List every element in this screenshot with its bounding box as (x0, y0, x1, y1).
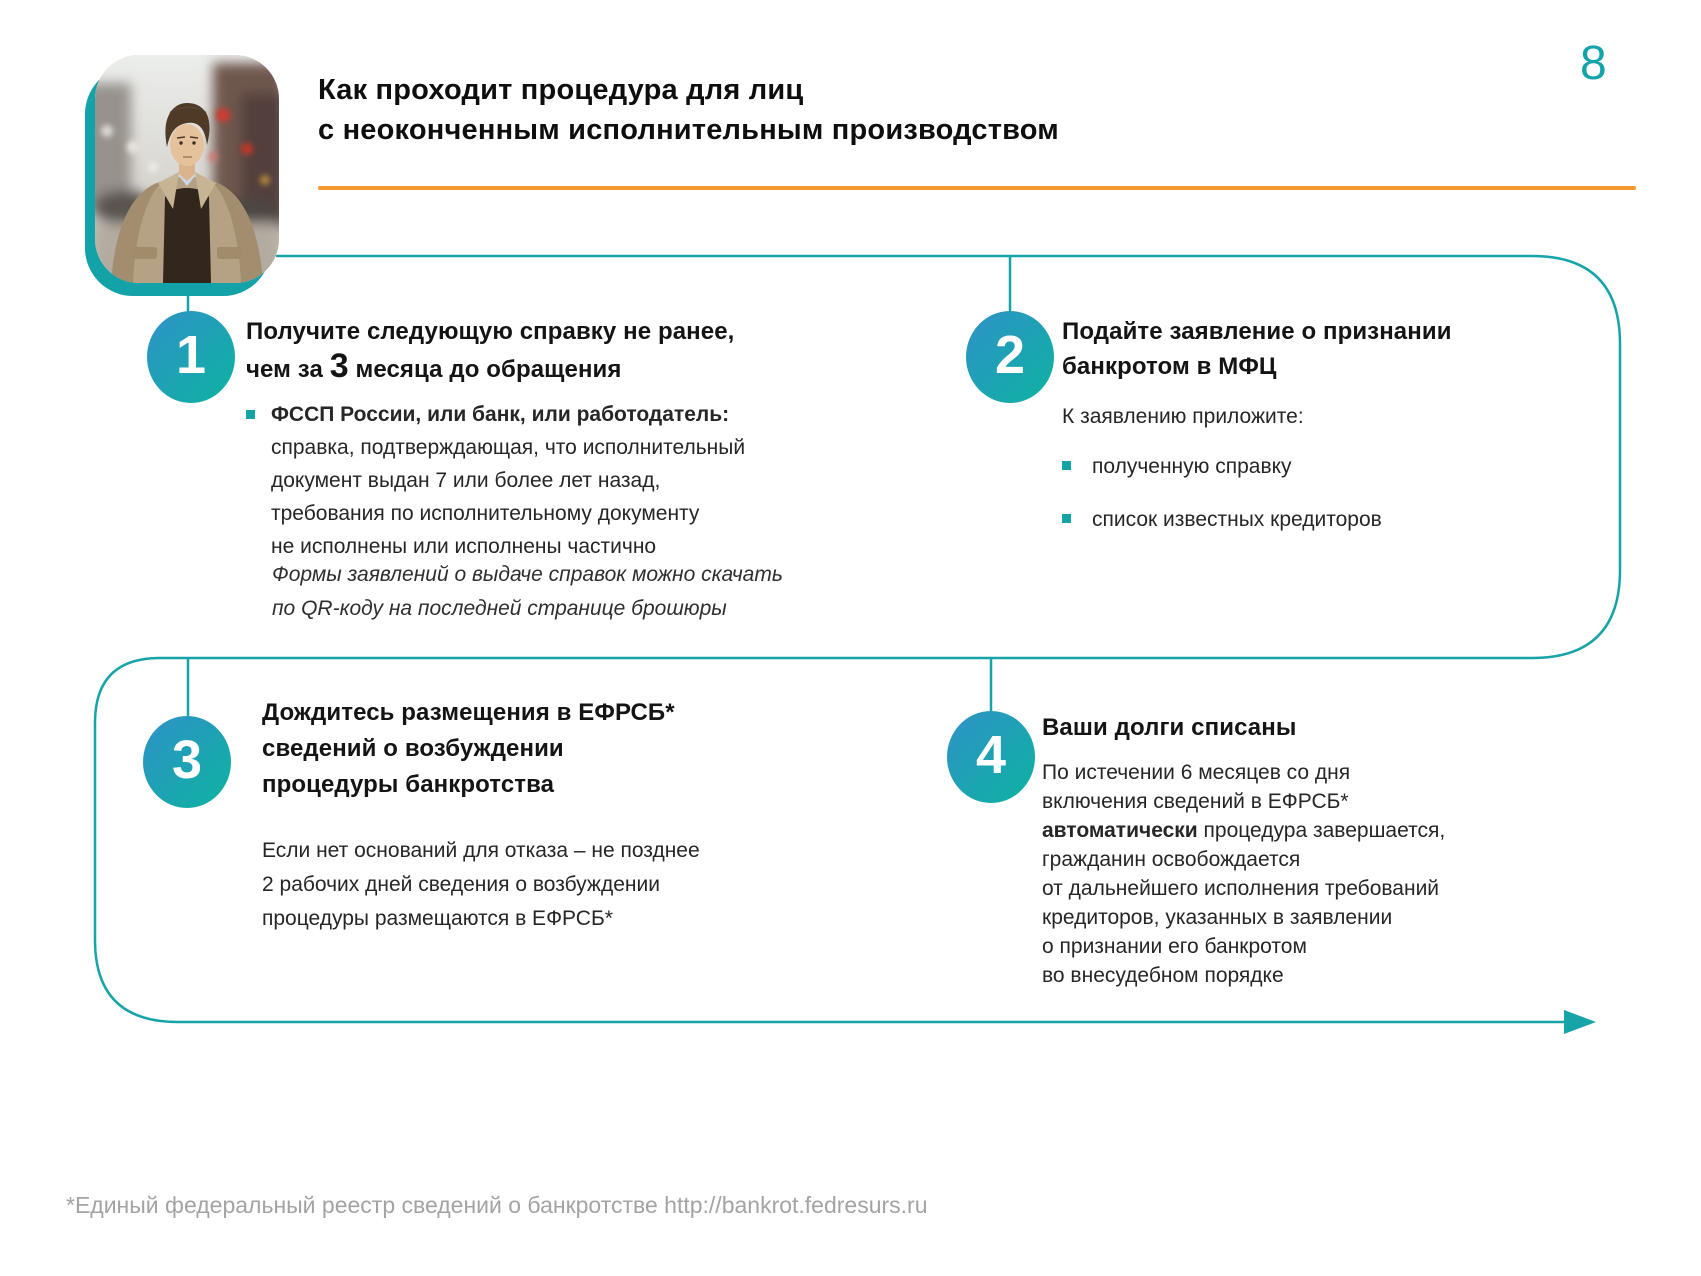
page-number: 8 (1580, 37, 1607, 90)
step-3-body-line2: 2 рабочих дней сведения о возбуждении (262, 873, 660, 896)
step-3-body-line1: Если нет оснований для отказа – не позднее (262, 839, 700, 862)
step-4-body-line7: о признании его банкротом (1042, 935, 1307, 958)
step-2-heading-line1: Подайте заявление о признании (1062, 318, 1452, 345)
step-4-heading: Ваши долги списаны (1042, 714, 1297, 741)
person-photo (95, 55, 279, 283)
step-4-body-line2: включения сведений в ЕФРСБ* (1042, 790, 1349, 813)
list-item (1062, 503, 1382, 536)
step-4-body (1042, 758, 1445, 990)
step-1-heading-big-digit: 3 (329, 347, 349, 385)
step-4-body-line3-rest: процедура завершается, (1197, 819, 1446, 842)
step-4-body-line4: гражданин освобождается (1042, 848, 1301, 871)
step-3-heading-line1: Дождитесь размещения в ЕФРСБ* (262, 699, 675, 726)
step-1-bullet-line3: документ выдан 7 или более лет назад, (271, 469, 661, 492)
step-3-heading-line3: процедуры банкротства (262, 771, 555, 798)
bullet-square-icon (1062, 461, 1071, 470)
step-4-body-line5: от дальнейшего исполнения требований (1042, 877, 1440, 900)
step-1-heading-line1: Получите следующую справку не ранее, (246, 318, 735, 345)
step-1-bullet-line2: справка, подтверждающая, что исполнительный (271, 436, 746, 459)
step-1-note-line2: по QR-коду на последней странице брошюры (272, 597, 727, 620)
step-2-intro: К заявлению приложите: (1062, 405, 1304, 428)
step-1-bullet (246, 398, 745, 563)
step-4-badge: 4 (947, 711, 1035, 803)
step-2-bullet2-label: список известных кредиторов (1092, 508, 1382, 531)
step-1-heading-suffix: месяца до обращения (348, 356, 622, 383)
step-2-bullets (1062, 450, 1382, 556)
page-title-line2: с неоконченным исполнительным производством (318, 114, 1059, 146)
step-1-heading-prefix: чем за (246, 356, 330, 383)
footer-footnote: *Единый федеральный реестр сведений о банкротстве http://bankrot.fedresurs.ru (66, 1192, 928, 1218)
step-2-bullet1-label: полученную справку (1092, 455, 1292, 478)
page-title-line1: Как проходит процедура для лиц (318, 74, 804, 106)
step-3-body-line3: процедуры размещаются в ЕФРСБ* (262, 907, 613, 930)
arrowhead-icon (1564, 1010, 1596, 1034)
step-3-heading-line2: сведений о возбуждении (262, 735, 564, 762)
step-1-bullet-bold: ФССП России, или банк, или работодатель: (271, 403, 730, 426)
step-3-body (262, 834, 700, 936)
step-4-bold-word: автоматически (1042, 819, 1198, 842)
list-item (1062, 450, 1382, 483)
step-1-bullet-line4: требования по исполнительному документу (271, 502, 700, 525)
step-2-heading (1062, 314, 1452, 384)
step-1-bullet-text (271, 398, 745, 563)
step-1-bullet-line5: не исполнены или исполнены частично (271, 535, 657, 558)
step-4-body-line6: кредиторов, указанных в заявлении (1042, 906, 1393, 929)
orange-divider (318, 186, 1636, 190)
step-1-heading (246, 314, 734, 387)
step-1-heading-line2 (246, 349, 734, 387)
step-4-body-line8: во внесудебном порядке (1042, 964, 1284, 987)
bullet-square-icon (246, 410, 255, 419)
step-4-body-line3 (1042, 816, 1445, 845)
step-4-body-line1: По истечении 6 месяцев со дня (1042, 761, 1351, 784)
step-2-heading-line2: банкротом в МФЦ (1062, 353, 1277, 380)
step-1-badge: 1 (147, 311, 235, 403)
step-2-badge: 2 (966, 311, 1054, 403)
step-1-note (272, 558, 783, 626)
step-3-badge: 3 (143, 716, 231, 808)
step-1-note-line1: Формы заявлений о выдаче справок можно скачать (272, 563, 783, 586)
step-3-heading (262, 695, 675, 803)
bullet-square-icon (1062, 514, 1071, 523)
page-title (318, 70, 1059, 150)
